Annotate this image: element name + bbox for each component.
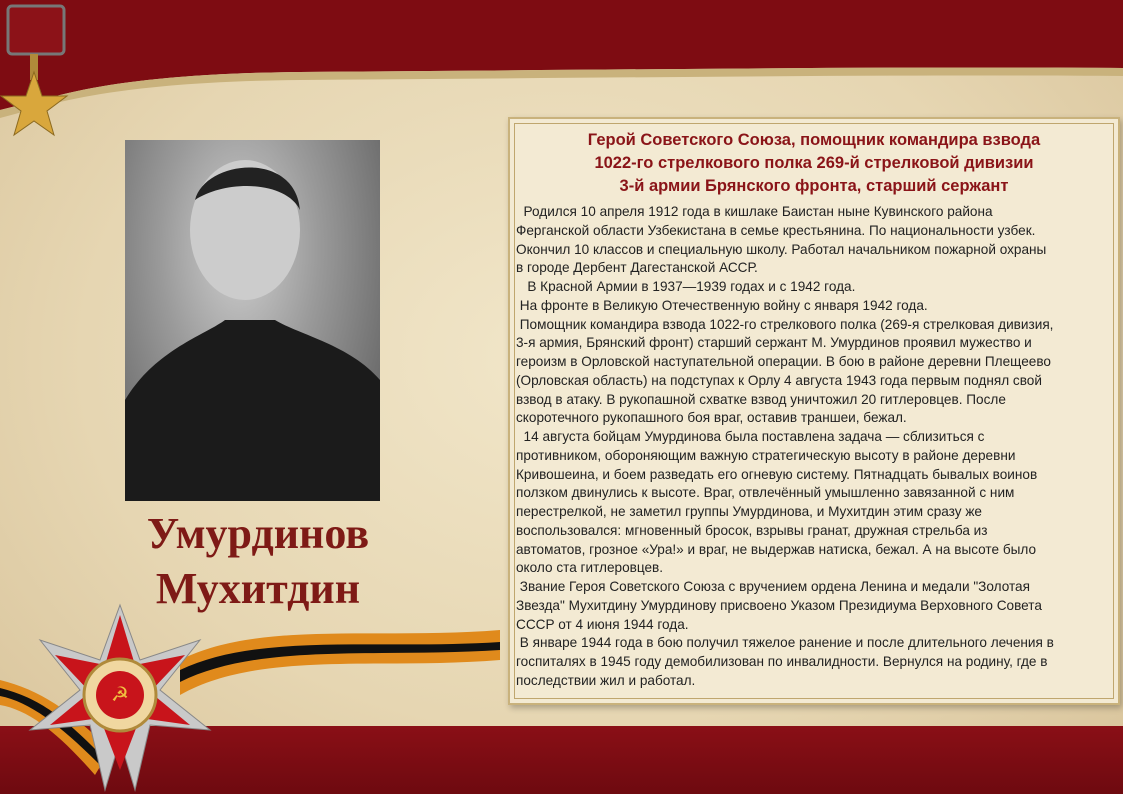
biography-panel [508,117,1120,705]
biography-line: Окончил 10 классов и специальную школу. Работал начальником пожарной охраны [516,241,1047,257]
biography-line: Помощник командира взвода 1022-го стрелкового полка (269-я стрелковая дивизия, [516,316,1054,332]
biography-line: 3-я армия, Брянский фронт) старший сержант М. Умурдинов проявил мужество и [516,335,1032,351]
biography-line: ползком двинулись к высоте. Враг, отвлечённый умышленно завязанной с ним [516,485,1015,501]
top-red-band [0,0,1123,120]
biography-line: героизм в Орловской наступательной операции. В бою в районе деревни Плещеево [516,354,1051,369]
biography-line: 14 августа бойцам Умурдинова была поставлена задача — сблизиться с [516,429,985,444]
biography-line: воспользовался: мгновенный бросок, взрывы гранат, дружная стрельба из [516,522,988,538]
hero-given-name: Мухитдин [155,564,361,613]
biography-line: противником, обороняющим важную стратегическую высоту в районе деревни [516,447,1016,463]
biography-line: Звание Героя Советского Союза с вручением ордена Ленина и медали "Золотая [516,579,1030,594]
order-of-patriotic-war-emblem [0,600,510,794]
biography-line: Звезда" Мухитдину Умурдинову присвоено Указом Президиума Верховного Совета [516,597,1042,613]
biography-line: СССР от 4 июня 1944 года. [516,616,689,632]
biography-line: На фронте в Великую Отечественную войну с января 1942 года. [516,297,928,313]
title-line: Герой Советского Союза, помощник командира взвода [587,131,1041,149]
biography-line: В январе 1944 года в бою получил тяжелое ранение и после длительного лечения в [516,635,1054,651]
title-line: 3-й армии Брянского фронта, старший сержант [619,177,1009,195]
title-line: 1022-го стрелкового полка 269-й стрелковой дивизии [594,154,1034,172]
biography-line: госпиталях в 1945 году демобилизован по инвалидности. Вернулся на родину, где в [516,654,1048,669]
biography-text [516,203,1054,691]
biography-line: автоматов, грозное «Ура!» и враг, не выдержав натиска, бежал. А на высоте было [516,541,1037,557]
biography-line: Ферганской области Узбекистана в семье крестьянина. По национальности узбек. [516,222,1036,238]
biography-line: скоротечного рукопашного боя враг, оставив траншеи, бежал. [516,410,907,426]
biography-line: взвод в атаку. В рукопашной схватке взвод уничтожил 20 гитлеровцев. После [516,391,1006,407]
hero-portrait-photo [125,140,380,501]
biography-line: (Орловская область) на подступах к Орлу 4 августа 1943 года первым поднял свой [516,372,1042,388]
biography-line: Кривошеина, и боем разведать его огневую систему. Пятнадцать бывалых воинов [516,466,1038,482]
biography-line: перестрелкой, не заметил группы Умурдинова, и Мухитдин этим сразу же [516,504,982,519]
biography-line: В Красной Армии в 1937—1939 годах и с 1942 года. [516,279,856,294]
biography-line: последствии жил и работал. [516,672,696,688]
biography-line: в городе Дербент Дагестанской АССР. [516,260,758,276]
svg-text:☭: ☭ [111,682,129,706]
hero-surname: Умурдинов [146,509,370,558]
biography-line: Родился 10 апреля 1912 года в кишлаке Баистан ныне Кувинского района [516,204,993,219]
biography-line: около ста гитлеровцев. [516,560,664,576]
gold-star-medal-icon [0,0,75,145]
hero-title [510,129,1118,198]
